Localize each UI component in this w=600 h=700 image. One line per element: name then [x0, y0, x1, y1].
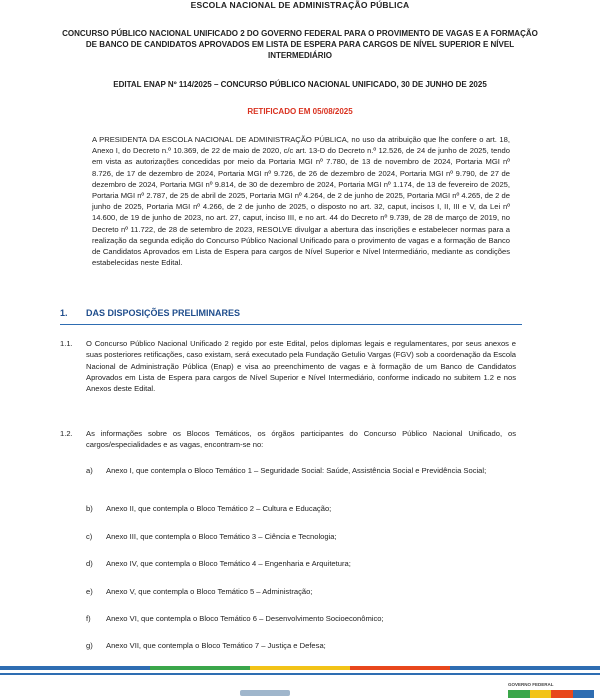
document-title: CONCURSO PÚBLICO NACIONAL UNIFICADO 2 DO GOVERNO FEDERAL PARA O PROVIMENTO DE VAGAS E A FORMAÇÃO DE BANCO DE CANDIDATOS APROVADOS EM LISTA DE ESPERA PARA CARGOS DE NÍVEL SUPERIOR E NÍVEL INTERMEDIÁRIO	[62, 29, 538, 60]
item-number: 1.1.	[60, 339, 73, 348]
item-number: 1.2.	[60, 429, 73, 438]
item-text: O Concurso Público Nacional Unificado 2 regido por este Edital, pelos diplomas legais e regulamentares, por seus anexos e suas posteriores retificações, caso existam, será executado pela Fundação Getulio Vargas (FGV) sob a coordenação da Escola Nacional de Administração Pública (Enap) e visa ao preenchimento de vagas e à formação de um Banco de Candidatos Aprovados em Lista de Espera para cargos de Nível Superior e Nível Intermediário, conforme indicado no subitem 1.2 e nos Anexos deste Edital.	[86, 339, 516, 394]
center-logo	[240, 690, 290, 696]
list-letter: f)	[86, 614, 91, 623]
list-letter: c)	[86, 532, 93, 541]
institution-header: ESCOLA NACIONAL DE ADMINISTRAÇÃO PÚBLICA	[190, 0, 410, 10]
footer-logos	[0, 682, 600, 700]
list-text: Anexo IV, que contempla o Bloco Temático 4 – Engenharia e Arquitetura;	[106, 559, 351, 568]
list-text: Anexo VII, que contempla o Bloco Temático 7 – Justiça e Defesa;	[106, 641, 326, 650]
list-letter: d)	[86, 559, 93, 568]
section-title: DAS DISPOSIÇÕES PRELIMINARES	[86, 308, 241, 318]
list-letter: g)	[86, 641, 93, 650]
stripe-segment	[350, 666, 450, 670]
item-text: As informações sobre os Blocos Temáticos, os órgãos participantes do Concurso Público Nacional Unificado, os cargos/especialidades e as vagas, encontram-se no:	[86, 429, 516, 450]
edital-line: EDITAL ENAP Nº 114/2025 – CONCURSO PÚBLICO NACIONAL UNIFICADO, 30 DE JUNHO DE 2025	[113, 80, 487, 89]
list-letter: b)	[86, 504, 93, 513]
section-number: 1.	[60, 308, 68, 318]
logo-stripe-segment	[508, 690, 530, 698]
list-text: Anexo VI, que contempla o Bloco Temático 6 – Desenvolvimento Socioeconômico;	[106, 614, 384, 623]
footer-color-stripe	[0, 666, 600, 670]
list-text: Anexo V, que contempla o Bloco Temático 5 – Administração;	[106, 587, 313, 596]
list-text: Anexo I, que contempla o Bloco Temático 1 – Seguridade Social: Saúde, Assistência Social e Previdência Social;	[106, 466, 487, 475]
logo-stripe-segment	[530, 690, 552, 698]
list-letter: a)	[86, 466, 93, 475]
stripe-segment	[250, 666, 350, 670]
stripe-segment	[450, 666, 600, 670]
retificado-notice: RETIFICADO EM 05/08/2025	[247, 107, 353, 116]
stripe-segment	[150, 666, 250, 670]
logo-stripe-segment	[573, 690, 595, 698]
footer-divider	[0, 673, 600, 675]
list-letter: e)	[86, 587, 93, 596]
stripe-segment	[0, 666, 150, 670]
intro-paragraph: A PRESIDENTA DA ESCOLA NACIONAL DE ADMINISTRAÇÃO PÚBLICA, no uso da atribuição que lhe confere o art. 18, Anexo I, do Decreto n.º 10.369, de 22 de maio de 2020, c/c art. 13-D do Decreto n.º 12.526, de 24 de junho de 2025, tendo em vista as autorizações concedidas por meio da Portaria MGI nº 7.780, de 13 de novembro de 2024, Portaria MGI nº 8.726, de 17 de dezembro de 2024, Portaria MGI nº 9.726, de 26 de dezembro de 2024, Portaria MGI nº 9.790, de 27 de dezembro de 2024, Portaria MGI nº 9.814, de 30 de dezembro de 2024, Portaria MGI nº 1.174, de 13 de fevereiro de 2025, Portaria MGI nº 2.787, de 25 de abril de 2025, Portaria MGI nº 4.264, de 2 de junho de 2025, Portaria MGI nº 4.265, de 2 de junho de 2025, Portaria MGI nº 4.266, de 2 de junho de 2025, o disposto no art. 32, caput, incisos I, II, III e V, da Lei nº 14.600, de 19 de junho de 2023, no art. 27, caput, inciso III, e no art. 44 do Decreto nº 9.739, de 28 de março de 2019, no Decreto nº 11.722, de 28 de setembro de 2023, RESOLVE divulgar a abertura das inscrições e estabelecer normas para a realização da segunda edição do Concurso Público Nacional Unificado para o provimento de vagas e a formação de Banco de Candidatos Aprovados em Lista de Espera para cargos de Nível Superior e Nível Intermediário, mediante as condições estabelecidas neste Edital.	[92, 135, 510, 268]
list-text: Anexo II, que contempla o Bloco Temático 2 – Cultura e Educação;	[106, 504, 332, 513]
logo-stripe-segment	[551, 690, 573, 698]
government-logo-stripe	[508, 690, 594, 698]
section-heading	[60, 308, 522, 325]
government-logo-label: GOVERNO FEDERAL	[508, 682, 554, 687]
list-text: Anexo III, que contempla o Bloco Temático 3 – Ciência e Tecnologia;	[106, 532, 337, 541]
